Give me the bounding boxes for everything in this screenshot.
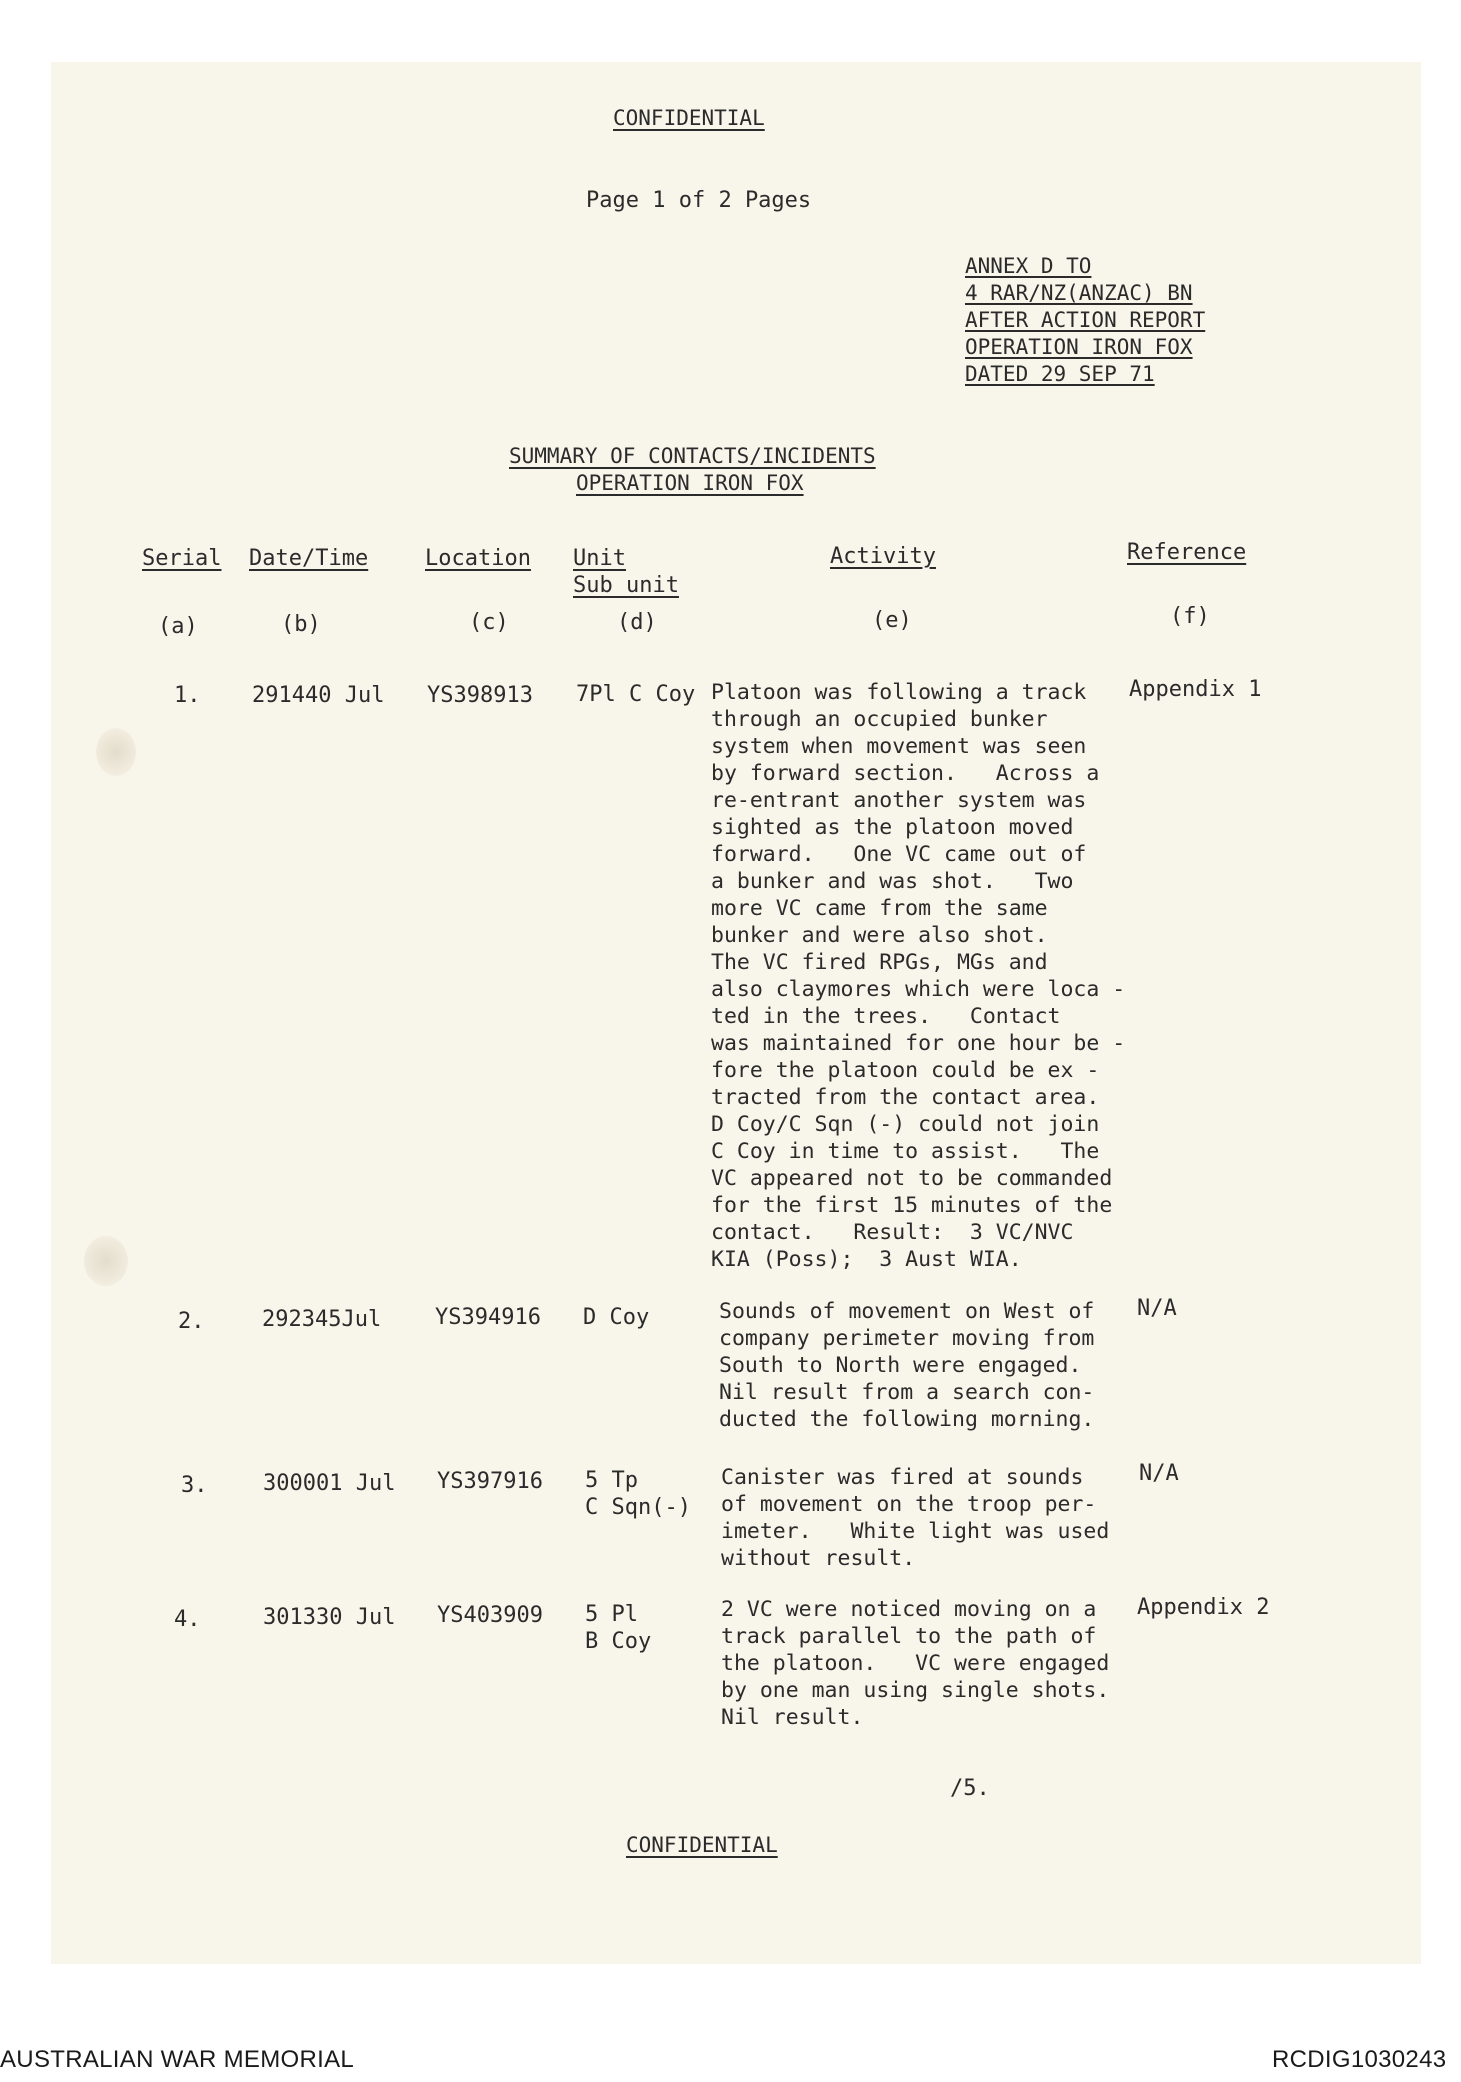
row-activity: 2 VC were noticed moving on a track parallel to the path of the platoon. VC were engaged by one man using single shots. Nil result. [721,1597,1110,1730]
column-letter: (b) [281,612,321,637]
summary-subtitle: OPERATION IRON FOX [576,471,804,495]
row-location: YS394916 [435,1305,541,1330]
column-letter: (a) [158,614,198,639]
column-letter: (c) [469,610,509,635]
column-header-unit: Unit [573,546,626,571]
row-serial: 4. [174,1607,201,1632]
punch-hole-mark [96,728,136,776]
annex-line: 4 RAR/NZ(ANZAC) BN [965,281,1193,305]
row-datetime: 292345Jul [262,1307,382,1332]
classification-top: CONFIDENTIAL [613,106,765,130]
row-location: YS397916 [437,1469,543,1494]
column-letter: (f) [1170,604,1210,629]
row-serial: 2. [178,1309,205,1334]
row-serial: 3. [181,1473,208,1498]
archive-institution: AUSTRALIAN WAR MEMORIAL [0,2046,355,2073]
column-header-serial: Serial [142,546,222,571]
row-unit: 5 Pl B Coy [585,1602,652,1654]
page-indicator: Page 1 of 2 Pages [586,188,812,213]
row-datetime: 291440 Jul [252,683,385,708]
column-letter: (e) [872,608,912,633]
row-location: YS398913 [427,683,533,708]
row-activity: Sounds of movement on West of company perimeter moving from South to North were engaged. Nil result from a search con- ducted the following morning. [719,1299,1095,1432]
row-unit: 7Pl C Coy [576,682,696,707]
row-activity: Canister was fired at sounds of movement on the troop per- imeter. White light was used without result. [721,1465,1110,1571]
column-header-datetime: Date/Time [249,546,369,571]
row-unit: 5 Tp C Sqn(-) [585,1468,691,1520]
row-activity: Platoon was following a track through an occupied bunker system when movement was seen by forward section. Across a re-entrant another system was sighted as the platoon moved forward. One VC came out of a bunker and was shot. Two more VC came from the same bunker and were also shot. The VC fired RPGs, MGs and also claymores which were loca - ted in the trees. Contact was maintained for one hour be - fore the platoon could be ex - tracted from the contact area. D Coy/C Sqn (-) could not join C Coy in time to assist. The VC appeared not to be commanded for the first 15 minutes of the contact. Result: 3 VC/NVC KIA (Poss); 3 Aust WIA. [711,680,1126,1272]
classification-bottom: CONFIDENTIAL [626,1833,778,1857]
page-continuation: /5. [950,1776,990,1801]
annex-line: AFTER ACTION REPORT [965,308,1206,332]
row-location: YS403909 [437,1603,543,1628]
column-header-subunit: Sub unit [573,573,679,598]
row-datetime: 301330 Jul [263,1605,396,1630]
annex-line: ANNEX D TO [965,254,1092,278]
row-reference: Appendix 1 [1129,677,1262,702]
row-serial: 1. [174,683,201,708]
punch-hole-mark [84,1236,128,1286]
annex-line: DATED 29 SEP 71 [965,362,1155,386]
row-reference: Appendix 2 [1137,1595,1270,1620]
row-reference: N/A [1137,1296,1177,1321]
row-reference: N/A [1139,1461,1179,1486]
row-unit: D Coy [583,1305,650,1330]
summary-title: SUMMARY OF CONTACTS/INCIDENTS [509,444,876,468]
column-header-activity: Activity [830,544,936,569]
column-header-reference: Reference [1127,540,1247,565]
archive-record-id: RCDIG1030243 [1272,2046,1447,2073]
annex-reference-block [965,253,1205,388]
annex-line: OPERATION IRON FOX [965,335,1193,359]
row-datetime: 300001 Jul [263,1471,396,1496]
column-letter: (d) [617,610,657,635]
column-header-location: Location [425,546,531,571]
